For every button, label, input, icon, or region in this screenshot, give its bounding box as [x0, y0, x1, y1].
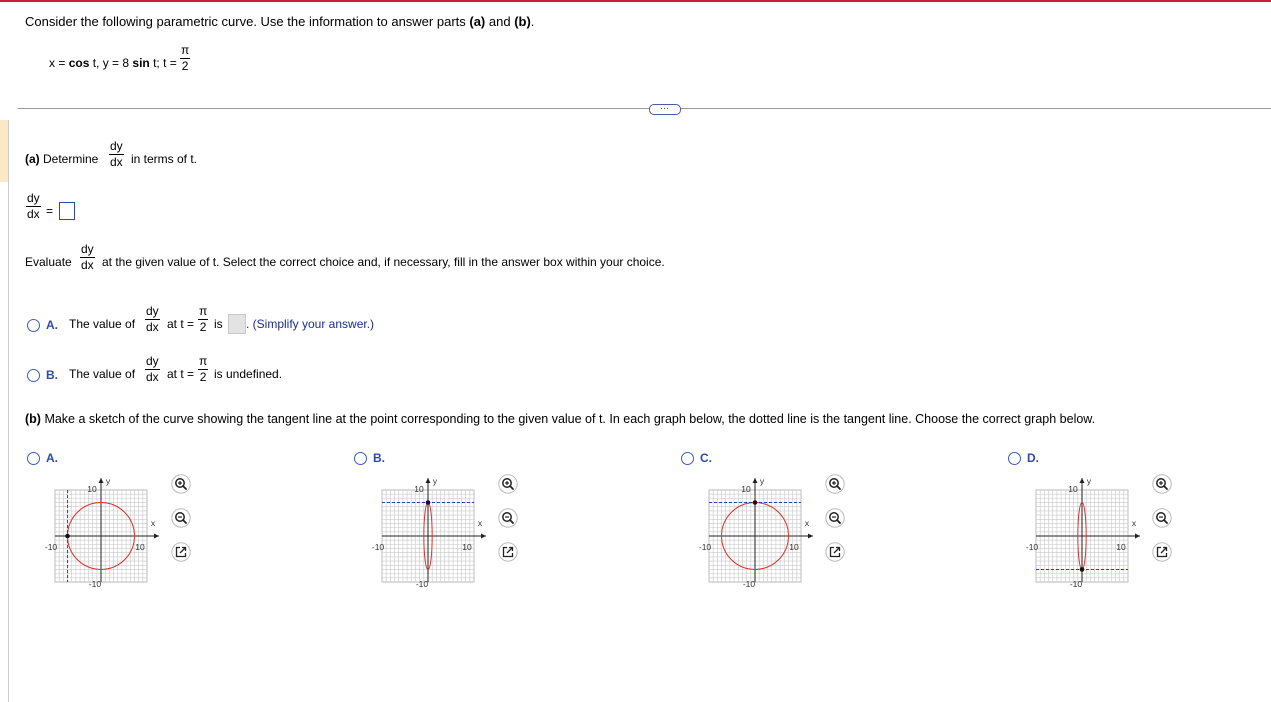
- x-min-label: -10: [44, 542, 58, 552]
- graph-a-letter[interactable]: A.: [46, 451, 58, 465]
- popout-icon[interactable]: [825, 542, 845, 562]
- evaluate-label: Evaluate: [25, 255, 72, 269]
- x-axis-arrow: [1135, 534, 1140, 539]
- tangent-point: [1080, 567, 1085, 572]
- y-min-label: -10: [742, 579, 756, 589]
- choice-b-t-fraction: $\frac{\pi}{2}$: [199, 354, 208, 384]
- tangent-point: [65, 534, 70, 539]
- part-a-suffix: in terms of t.: [131, 152, 198, 166]
- x-min-label: -10: [371, 542, 385, 552]
- choice-a-at: at t =: [167, 317, 195, 331]
- tangent-point: [426, 500, 431, 505]
- x-axis-arrow: [808, 534, 813, 539]
- x-min-label: -10: [698, 542, 712, 552]
- graph-a-plot: [44, 470, 177, 590]
- y-axis-arrow: [426, 478, 431, 483]
- choice-a-pre: The value of: [69, 317, 136, 331]
- choice-a-letter[interactable]: A.: [46, 318, 58, 332]
- y-max-label: 10: [87, 484, 97, 494]
- zoom-out-icon[interactable]: [498, 508, 518, 528]
- y-max-label: 10: [741, 484, 751, 494]
- x-axis-arrow: [154, 534, 159, 539]
- graph-d-plot: [1025, 470, 1158, 590]
- equals-sign: =: [46, 204, 54, 218]
- graph-d-radio[interactable]: [1008, 452, 1021, 465]
- t-value-fraction: $\frac{\pi}{2}$: [181, 43, 190, 73]
- popout-icon[interactable]: [1152, 542, 1172, 562]
- y-axis-label: y: [432, 476, 438, 486]
- x-axis-label: x: [150, 518, 156, 528]
- choice-a-t-fraction: $\frac{\pi}{2}$: [199, 304, 208, 334]
- x-axis-label: x: [1131, 518, 1137, 528]
- y-axis-label: y: [105, 476, 111, 486]
- x-axis-arrow: [481, 534, 486, 539]
- y-min-label: -10: [88, 579, 102, 589]
- left-border: [8, 120, 9, 702]
- tangent-point: [753, 500, 758, 505]
- graph-c-plot: [698, 470, 831, 590]
- x-max-label: 10: [462, 542, 472, 552]
- y-max-label: 10: [414, 484, 424, 494]
- x-max-label: 10: [789, 542, 799, 552]
- zoom-in-icon[interactable]: [825, 474, 845, 494]
- graph-b-radio[interactable]: [354, 452, 367, 465]
- popout-icon[interactable]: [498, 542, 518, 562]
- zoom-in-icon[interactable]: [1152, 474, 1172, 494]
- y-axis-label: y: [759, 476, 765, 486]
- x-min-label: -10: [1025, 542, 1039, 552]
- zoom-out-icon[interactable]: [825, 508, 845, 528]
- choice-a-is: is: [214, 317, 223, 331]
- y-axis-label: y: [1086, 476, 1092, 486]
- parametric-equation: x = cos t, y = 8 sin t; t =: [49, 56, 177, 70]
- y-axis-arrow: [753, 478, 758, 483]
- more-button[interactable]: ⋯: [649, 104, 681, 115]
- choice-b-radio[interactable]: [27, 369, 40, 382]
- zoom-in-icon[interactable]: [498, 474, 518, 494]
- choice-a-hint: . (Simplify your answer.): [246, 317, 375, 331]
- x-axis-label: x: [804, 518, 810, 528]
- y-axis-arrow: [1080, 478, 1085, 483]
- part-b-prompt: (b) Make a sketch of the curve showing the tangent line at the point corresponding to the given value of t. In each graph below, the dotted line is the tangent line. Choose the correct graph below.: [25, 412, 1096, 426]
- zoom-out-icon[interactable]: [1152, 508, 1172, 528]
- left-accent: [0, 120, 8, 182]
- choice-b-pre: The value of: [69, 367, 136, 381]
- y-min-label: -10: [1069, 579, 1083, 589]
- zoom-out-icon[interactable]: [171, 508, 191, 528]
- graph-c-letter[interactable]: C.: [700, 451, 712, 465]
- choice-a-radio[interactable]: [27, 319, 40, 332]
- evaluate-fraction: $\frac{dy}{dx}$: [81, 242, 94, 272]
- popout-icon[interactable]: [171, 542, 191, 562]
- choice-a-dydx: $\frac{dy}{dx}$: [146, 304, 159, 334]
- x-max-label: 10: [135, 542, 145, 552]
- graph-d-letter[interactable]: D.: [1027, 451, 1039, 465]
- zoom-in-icon[interactable]: [171, 474, 191, 494]
- graph-b-letter[interactable]: B.: [373, 451, 385, 465]
- choice-b-letter[interactable]: B.: [46, 368, 58, 382]
- choice-a-answer-input[interactable]: [228, 314, 246, 334]
- y-min-label: -10: [415, 579, 429, 589]
- dydx-answer-fraction: $\frac{dy}{dx}$: [27, 191, 40, 221]
- y-axis-arrow: [99, 478, 104, 483]
- x-max-label: 10: [1116, 542, 1126, 552]
- choice-b-dydx: $\frac{dy}{dx}$: [146, 354, 159, 384]
- choice-b-at: at t =: [167, 367, 195, 381]
- dydx-fraction: $\frac{dy}{dx}$: [110, 139, 123, 169]
- evaluate-text: at the given value of t. Select the correct choice and, if necessary, fill in the answer box within your choice.: [102, 255, 665, 269]
- section-separator: [18, 108, 1271, 109]
- question-intro: Consider the following parametric curve. Use the information to answer parts (a) and (b).: [25, 14, 535, 29]
- part-a-prompt: (a) Determine: [25, 152, 99, 166]
- choice-b-is: is undefined.: [214, 367, 283, 381]
- dydx-answer-input[interactable]: [59, 202, 75, 220]
- graph-c-radio[interactable]: [681, 452, 694, 465]
- top-accent-bar: [0, 0, 1271, 2]
- graph-b-plot: [371, 470, 504, 590]
- x-axis-label: x: [477, 518, 483, 528]
- y-max-label: 10: [1068, 484, 1078, 494]
- graph-a-radio[interactable]: [27, 452, 40, 465]
